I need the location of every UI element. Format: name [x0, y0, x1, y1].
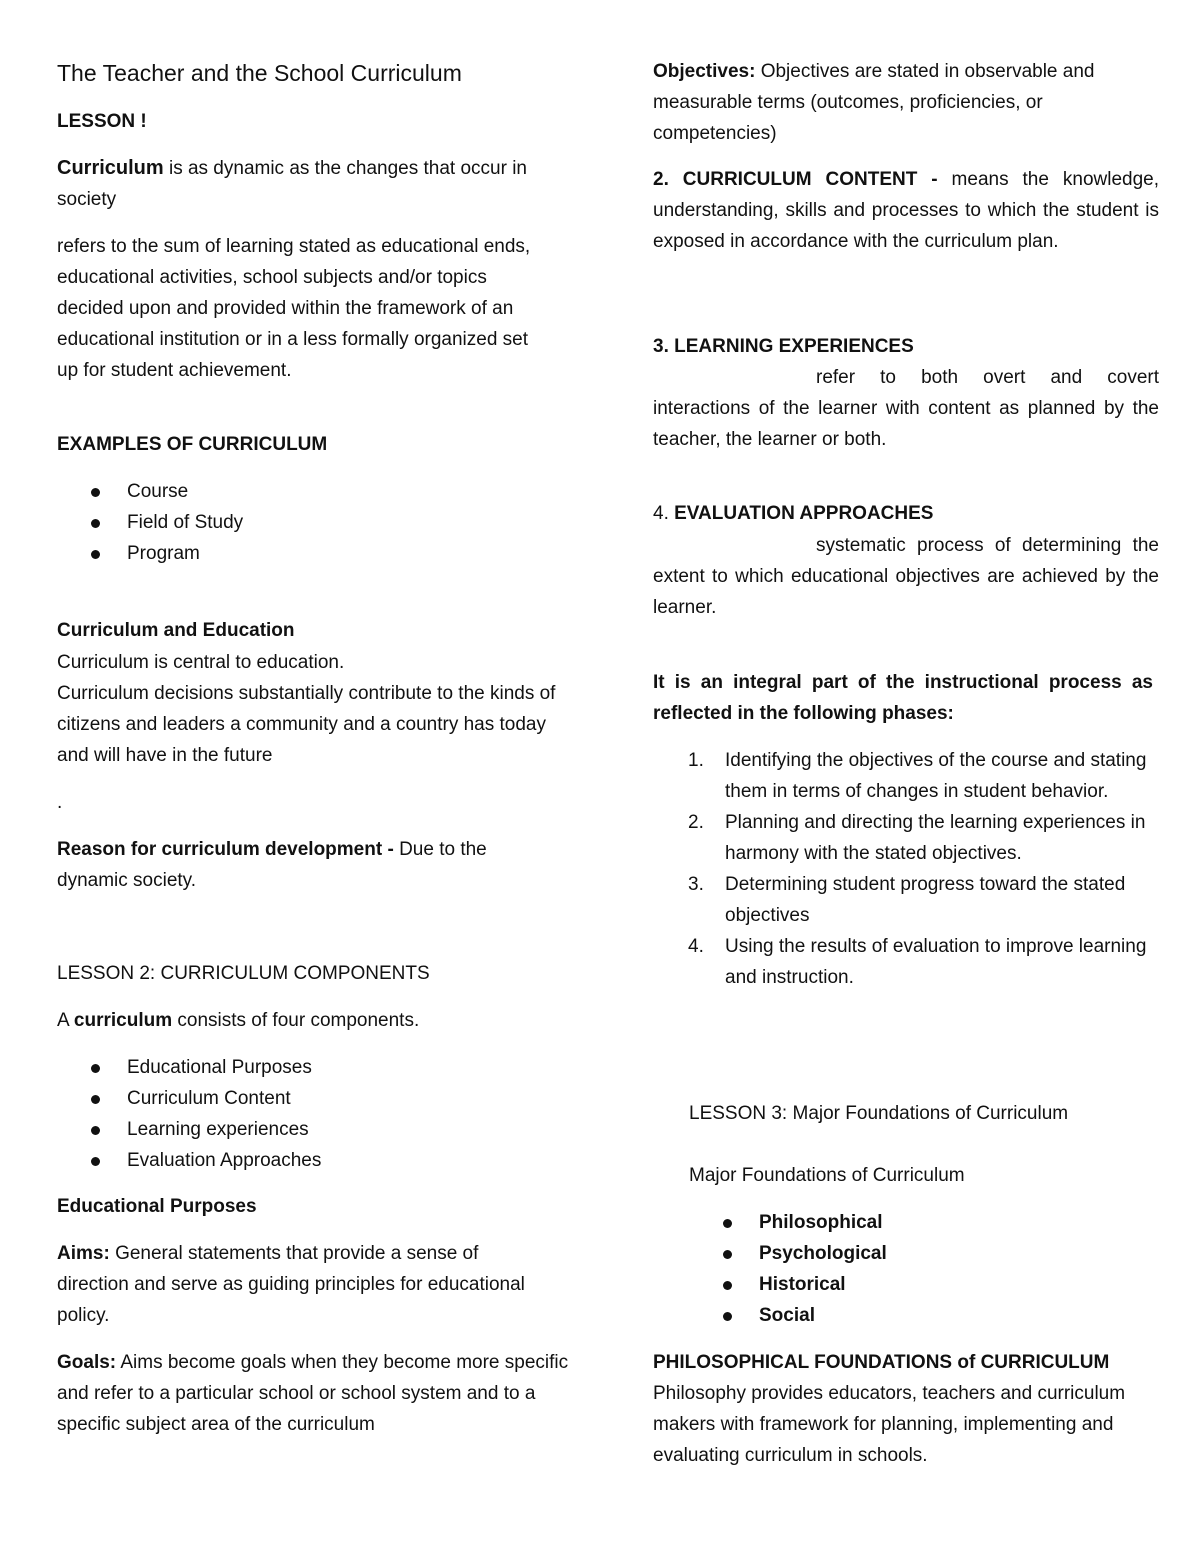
components-intro-term: curriculum	[73, 1010, 173, 1031]
list-item: Learning experiences	[57, 1114, 557, 1145]
goals-paragraph	[57, 1347, 582, 1440]
examples-heading-label: EXAMPLES OF CURRICULUM	[57, 434, 328, 455]
evaluation-approaches-label: EVALUATION APPROACHES	[674, 503, 934, 524]
components-intro-a: A	[57, 1010, 74, 1031]
reason-label: Reason for curriculum development -	[57, 839, 400, 860]
objectives-paragraph	[653, 56, 1153, 149]
list-item	[653, 807, 1160, 869]
aims-paragraph	[57, 1238, 547, 1331]
educational-purposes-heading	[57, 1191, 257, 1222]
lesson-3-heading: LESSON 3: Major Foundations of Curriculum	[689, 1103, 1069, 1124]
list-item: Historical	[689, 1269, 1149, 1300]
list-item: Course	[57, 476, 557, 507]
phase-text: Using the results of evaluation to improve learning and instruction.	[725, 936, 1147, 988]
goals-text: Aims become goals when they become more specific and refer to a particular school or school system and to a specific subject area of the curriculum	[57, 1352, 569, 1435]
educational-purposes-label: Educational Purposes	[57, 1196, 257, 1217]
objectives-label: Objectives:	[653, 61, 756, 82]
evaluation-approaches-number: 4.	[653, 503, 675, 524]
curriculum-content-label: 2. CURRICULUM CONTENT -	[653, 169, 952, 190]
learning-experiences-heading	[653, 331, 914, 362]
major-foundations-heading: Major Foundations of Curriculum	[689, 1165, 965, 1186]
stray-dot: .	[57, 792, 63, 813]
curriculum-term: Curriculum	[57, 157, 164, 179]
reason-paragraph	[57, 834, 537, 896]
learning-experiences-text: refer to both overt and covert interactions of the learner with content as planned by the teacher, the learner or both.	[653, 367, 1159, 450]
list-item: Evaluation Approaches	[57, 1145, 557, 1176]
curriculum-education-heading	[57, 615, 295, 646]
examples-heading	[57, 429, 327, 460]
list-item: Philosophical	[689, 1207, 1149, 1238]
components-intro	[57, 1005, 557, 1036]
list-item	[653, 869, 1160, 931]
learning-experiences-label: 3. LEARNING EXPERIENCES	[653, 336, 914, 357]
curriculum-education-label: Curriculum and Education	[57, 620, 295, 641]
evaluation-approaches-text: systematic process of determining the extent to which educational objectives are achieved by the learner.	[653, 535, 1159, 618]
list-item: Psychological	[689, 1238, 1149, 1269]
curriculum-definition	[57, 153, 577, 215]
phase-number: 4.	[688, 936, 704, 957]
philosophical-foundations-label: PHILOSOPHICAL FOUNDATIONS of CURRICULUM	[653, 1352, 1110, 1373]
foundations-list	[689, 1207, 1149, 1331]
lesson-2-heading: LESSON 2: CURRICULUM COMPONENTS	[57, 963, 430, 984]
phase-number: 2.	[688, 812, 704, 833]
list-item: Social	[689, 1300, 1149, 1331]
phase-number: 1.	[688, 750, 704, 771]
phase-number: 3.	[688, 874, 704, 895]
document-title: The Teacher and the School Curriculum	[57, 60, 462, 86]
philosophical-foundations-heading	[653, 1347, 1109, 1378]
integral-part-paragraph: It is an integral part of the instructional process as reflected in the following phases:	[653, 672, 1153, 724]
phase-text: Determining student progress toward the stated objectives	[725, 874, 1126, 926]
curriculum-content-paragraph	[653, 164, 1159, 257]
lesson-1-heading	[57, 106, 147, 137]
aims-text: General statements that provide a sense of direction and serve as guiding principles for educational policy.	[57, 1243, 525, 1326]
components-intro-text: consists of four components.	[172, 1010, 420, 1031]
aims-label: Aims:	[57, 1243, 110, 1264]
lesson-1-label: LESSON !	[57, 111, 147, 132]
phase-text: Identifying the objectives of the course and stating them in terms of changes in student behavior.	[725, 750, 1147, 802]
list-item	[653, 745, 1160, 807]
curriculum-refers-paragraph: refers to the sum of learning stated as educational ends, educational activities, school subjects and/or topics decided upon and provided within the framework of an educational institution or in a less formally organized set up for student achievement.	[57, 236, 531, 381]
list-item: Curriculum Content	[57, 1083, 557, 1114]
evaluation-approaches-heading	[653, 498, 933, 529]
list-item: Field of Study	[57, 507, 557, 538]
list-item: Program	[57, 538, 557, 569]
reason-text: Due to the dynamic society.	[57, 839, 487, 891]
philosophy-paragraph: Philosophy provides educators, teachers and curriculum makers with framework for planning, implementing and evaluating curriculum in schools.	[653, 1383, 1126, 1466]
curriculum-definition-text: is as dynamic as the changes that occur in society	[57, 158, 527, 210]
phase-text: Planning and directing the learning experiences in harmony with the stated objectives.	[725, 812, 1146, 864]
objectives-text: Objectives are stated in observable and measurable terms (outcomes, proficiencies, or competencies)	[653, 61, 1095, 144]
curriculum-central-line: Curriculum is central to education.	[57, 652, 345, 673]
list-item: Educational Purposes	[57, 1052, 557, 1083]
components-list	[57, 1052, 557, 1176]
list-item	[653, 931, 1160, 993]
examples-list	[57, 476, 557, 569]
goals-label: Goals:	[57, 1352, 117, 1373]
curriculum-content-text: means the knowledge, understanding, skills and processes to which the student is exposed in accordance with the curriculum plan.	[653, 169, 1159, 252]
curriculum-decisions-paragraph: Curriculum decisions substantially contribute to the kinds of citizens and leaders a community and a country has today and will have in the future	[57, 683, 556, 766]
phases-list	[653, 745, 1160, 993]
